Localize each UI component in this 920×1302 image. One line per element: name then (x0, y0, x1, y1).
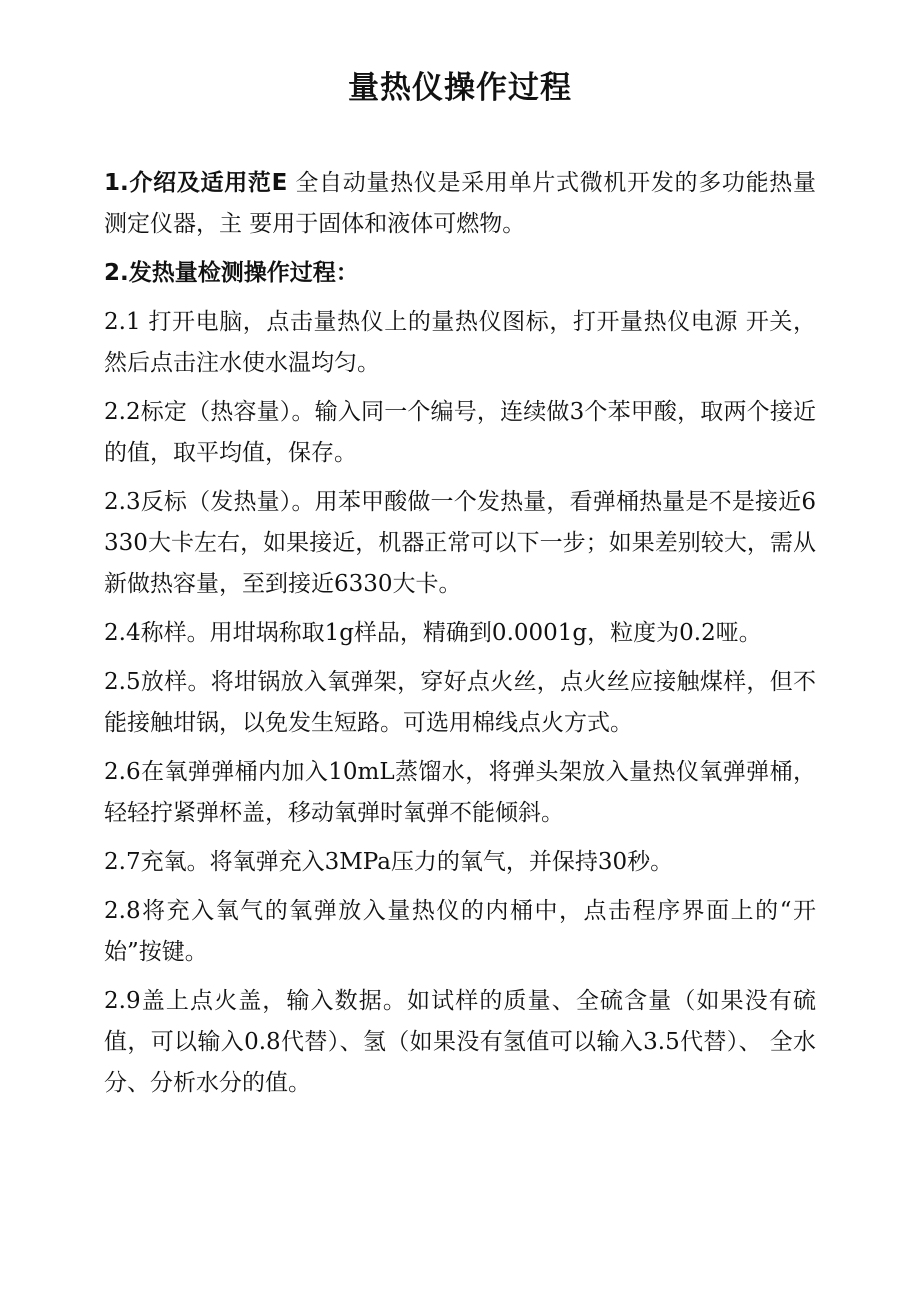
page-title: 量热仪操作过程 (348, 70, 572, 106)
step-2-2: 2.2标定（热容量）。输入同一个编号，连续做3个苯甲酸，取两个接近的值，取平均值，保存。 (104, 399, 816, 466)
step-2-5: 2.5放样。将坩锅放入氧弹架，穿好点火丝，点火丝应接触煤样，但不能接触坩锅，以免发生短路。可选用棉线点火方式。 (104, 669, 816, 736)
step-2-1: 2.1 打开电脑，点击量热仪上的量热仪图标，打开量热仪电源 开关，然后点击注水使水温均匀。 (104, 309, 816, 376)
step-2-9: 2.9盖上点火盖，输入数据。如试样的质量、全硫含量（如果没有硫值，可以输入0.8代替）、氢（如果没有氢值可以输入3.5代替）、 全水分、分析水分的值。 (104, 988, 816, 1096)
step-2-6: 2.6在氧弹弹桶内加入10mL蒸馏水，将弹头架放入量热仪氧弹弹桶，轻轻拧紧弹杯盖，移动氧弹时氧弹不能倾斜。 (104, 759, 816, 826)
step-2-3: 2.3反标（发热量）。用苯甲酸做一个发热量，看弹桶热量是不是接近6330大卡左右，如果接近，机器正常可以下一步；如果差别较大，需从新做热容量，至到接近6330大卡。 (104, 489, 816, 597)
step-2-7: 2.7充氧。将氧弹充入3MPa压力的氧气，并保持30秒。 (104, 849, 674, 875)
section-intro (104, 163, 816, 245)
step-2-4: 2.4称样。用坩埚称取1g样品，精确到0.0001g，粒度为0.2哑。 (104, 620, 762, 646)
section-intro-text: 全自动量热仪是采用单片式微机开发的多功能热量测定仪器，主 要用于固体和液体可燃物。 (104, 170, 817, 237)
section-procedure-heading: 2.发热量检测操作过程： (104, 260, 359, 286)
document-body (104, 163, 816, 1112)
step-2-8: 2.8将充入氧气的氧弹放入量热仪的内桶中，点击程序界面上的“开始”按键。 (104, 898, 816, 965)
section-intro-heading: 1.介绍及适用范E (104, 170, 288, 196)
